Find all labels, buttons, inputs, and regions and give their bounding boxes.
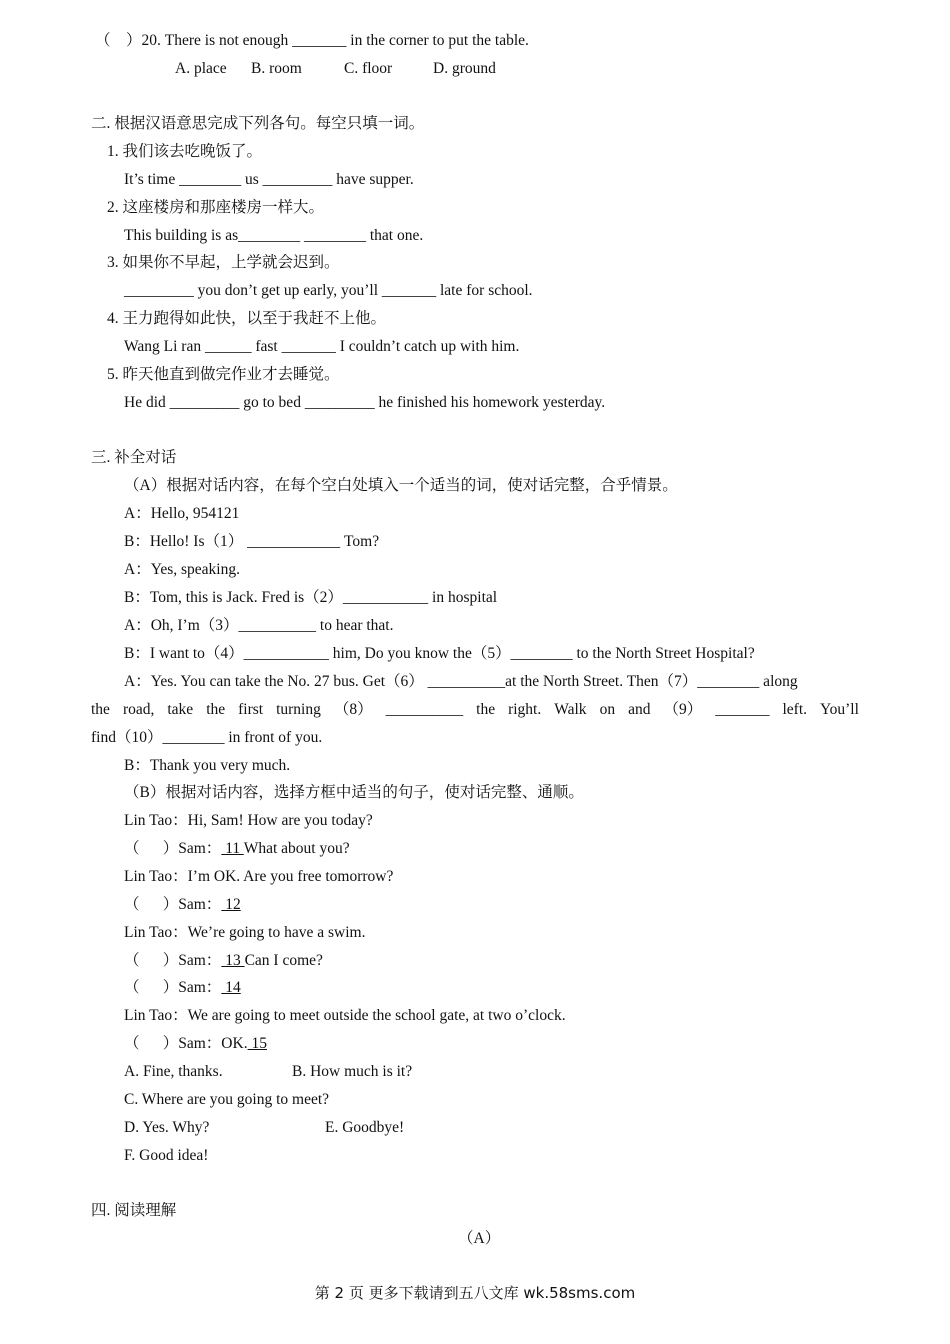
- s2-item-2-zh: 2. 这座楼房和那座楼房一样大。: [107, 199, 325, 216]
- word: take: [167, 701, 194, 718]
- word: __________: [385, 701, 464, 718]
- line-text: （ ）Sam：: [124, 952, 222, 969]
- s2-item-2-en: This building is as________ ________ that one.: [124, 227, 424, 244]
- s2-item-3-en: _________ you don’t get up early, you’ll _______ late for school.: [124, 282, 533, 299]
- s2-item-4-zh: 4. 王力跑得如此快，以至于我赶不上他。: [107, 310, 387, 327]
- blank-number: 11: [221, 840, 244, 857]
- blank-number: 13: [221, 952, 245, 969]
- dialogue-a-line: B：I want to（4）___________ him, Do you know the（5）________ to the North Street Hospital?: [124, 645, 755, 662]
- word: turning: [276, 701, 321, 718]
- line-text: Lin Tao：Hi, Sam! How are you today?: [124, 812, 373, 829]
- choice-a: A. Fine, thanks.: [124, 1063, 223, 1080]
- dialogue-b-line: [124, 978, 241, 998]
- line-text: Lin Tao：We are going to meet outside the school gate, at two o’clock.: [124, 1007, 566, 1024]
- word: Walk: [554, 701, 587, 718]
- footer-text: 第 2 页 更多下载请到五八文库: [314, 1284, 524, 1302]
- word: on: [599, 701, 616, 718]
- line-text: （ ）Sam：OK.: [124, 1035, 248, 1052]
- word: （9）: [663, 701, 703, 718]
- s2-item-5-en: He did _________ go to bed _________ he finished his homework yesterday.: [124, 394, 606, 411]
- dialogue-a-line: B：Tom, this is Jack. Fred is（2）___________ in hospital: [124, 589, 498, 606]
- s2-item-3-zh: 3. 如果你不早起，上学就会迟到。: [107, 254, 340, 271]
- page-footer: [0, 1282, 950, 1303]
- word: and: [628, 701, 651, 718]
- dialogue-a-line: A：Yes, speaking.: [124, 561, 240, 578]
- dialogue-b-line: [124, 811, 373, 831]
- line-text: （ ）Sam：: [124, 896, 222, 913]
- dialogue-b-line: [124, 951, 323, 971]
- word: left.: [782, 701, 807, 718]
- dialogue-b-line: [124, 1006, 566, 1026]
- q20-option-c: C. floor: [344, 60, 393, 77]
- dialogue-a-long-line-1: A：Yes. You can take the No. 27 bus. Get（6） __________at the North Street. Then（7）________ along: [124, 673, 798, 690]
- line-text: Can I come?: [244, 952, 323, 969]
- dialogue-b-line: [124, 839, 350, 859]
- footer-link[interactable]: wk.58sms.com: [523, 1284, 636, 1302]
- word: the: [476, 701, 496, 718]
- dialogue-a-long-line-2: [91, 700, 859, 720]
- question-20-stem: （ ）20. There is not enough _______ in the corner to put the table.: [95, 32, 529, 49]
- choice-e: E. Goodbye!: [325, 1119, 405, 1136]
- s3-a-instruction: （A）根据对话内容，在每个空白处填入一个适当的词，使对话完整，合乎情景。: [124, 477, 678, 494]
- word: right.: [508, 701, 542, 718]
- blank-number: 12: [221, 896, 241, 913]
- line-text: （ ）Sam：: [124, 840, 222, 857]
- dialogue-a-line: A：Hello, 954121: [124, 505, 240, 522]
- s2-item-1-zh: 1. 我们该去吃晚饭了。: [107, 143, 263, 160]
- blank-number: 14: [221, 979, 241, 996]
- line-text: Lin Tao：We’re going to have a swim.: [124, 924, 366, 941]
- choice-f: F. Good idea!: [124, 1147, 209, 1164]
- word: the: [206, 701, 226, 718]
- word: （8）: [333, 701, 373, 718]
- line-text: Lin Tao：I’m OK. Are you free tomorrow?: [124, 868, 394, 885]
- section-4-subtitle: （A）: [458, 1230, 501, 1247]
- choice-c: C. Where are you going to meet?: [124, 1091, 330, 1108]
- s2-item-4-en: Wang Li ran ______ fast _______ I couldn’t catch up with him.: [124, 338, 520, 355]
- s2-item-5-zh: 5. 昨天他直到做完作业才去睡觉。: [107, 366, 340, 383]
- dialogue-a-line: B：Hello! Is（1） ____________ Tom?: [124, 533, 380, 550]
- dialogue-b-line: [124, 895, 241, 915]
- s3-b-instruction: （B）根据对话内容，选择方框中适当的句子，使对话完整、通顺。: [124, 784, 584, 801]
- section-4-title: 四. 阅读理解: [91, 1202, 177, 1219]
- line-text: What about you?: [243, 840, 350, 857]
- q20-option-a: A. place: [175, 60, 227, 77]
- dialogue-a-line: B：Thank you very much.: [124, 757, 291, 774]
- dialogue-b-line: [124, 1034, 267, 1054]
- word: road,: [122, 701, 155, 718]
- word: the: [91, 701, 110, 718]
- dialogue-b-line: [124, 923, 365, 943]
- dialogue-a-long-line-3: find（10）________ in front of you.: [91, 729, 323, 746]
- section-3-title: 三. 补全对话: [91, 449, 177, 466]
- dialogue-b-line: [124, 867, 393, 887]
- choice-d: D. Yes. Why?: [124, 1119, 210, 1136]
- word: _______: [715, 701, 770, 718]
- blank-number: 15: [247, 1035, 267, 1052]
- q20-option-b: B. room: [251, 60, 302, 77]
- s2-item-1-en: It’s time ________ us _________ have supper.: [124, 171, 414, 188]
- word: You’ll: [820, 701, 859, 718]
- section-2-title: 二. 根据汉语意思完成下列各句。每空只填一词。: [91, 115, 425, 132]
- word: first: [238, 701, 264, 718]
- choice-b: B. How much is it?: [292, 1063, 413, 1080]
- q20-option-d: D. ground: [433, 60, 496, 77]
- line-text: （ ）Sam：: [124, 979, 222, 996]
- dialogue-a-line: A：Oh, I’m（3）__________ to hear that.: [124, 617, 394, 634]
